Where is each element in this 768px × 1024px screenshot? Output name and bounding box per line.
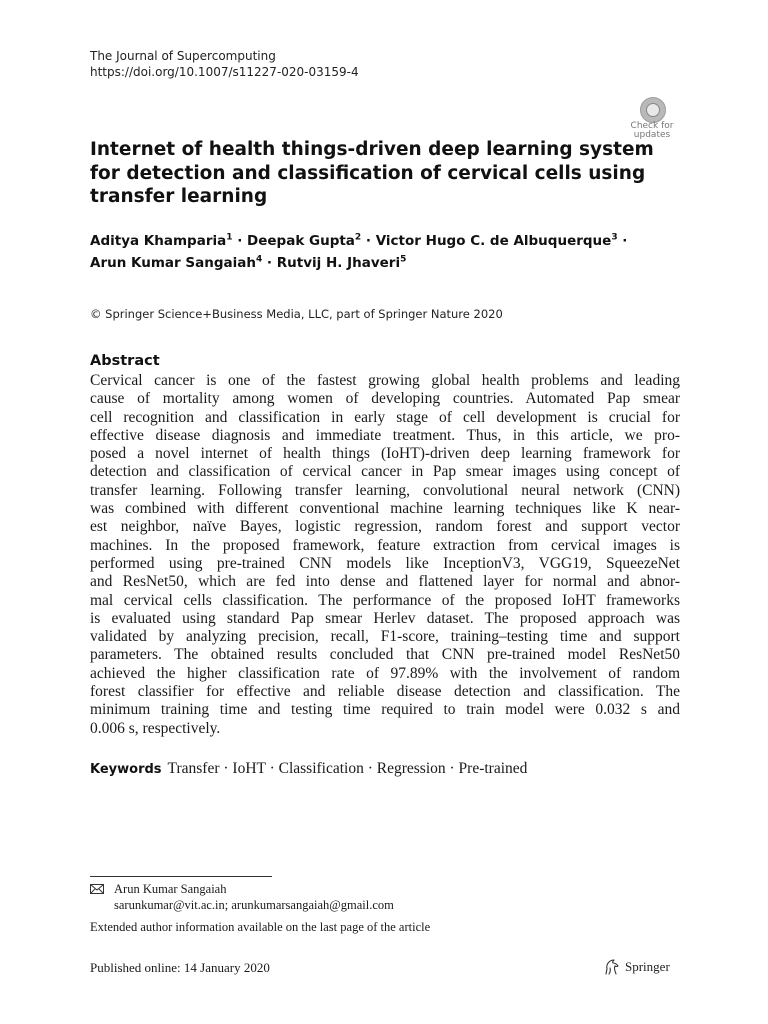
title-line: transfer learning [90,186,268,207]
author-affiliation: 4 [255,254,263,265]
author-separator: · [232,233,248,249]
abstract-line: cause of mortality among women of developing countries. Automated Pap smear [90,390,680,408]
badge-line-2: updates [633,130,671,140]
abstract-line: Cervical cancer is one of the fastest growing global health problems and leading [90,372,680,389]
corresponding-author-email[interactable]: sarunkumar@vit.ac.in; arunkumarsangaiah@gmail.com [114,898,394,912]
abstract-line: detection and classification of cervical cancer in Pap smear images using concept of [90,463,680,481]
author-name[interactable]: Aditya Khamparia [90,233,227,249]
abstract-line: 0.006 s, respectively. [90,719,221,737]
abstract-line: posed a novel internet of health things (IoHT)-driven deep learning framework for [90,445,680,463]
doi-link[interactable]: https://doi.org/10.1007/s11227-020-03159-4 [90,65,359,79]
abstract-line: performed using pre-trained CNN models like InceptionV3, VGG19, SqueezeNet [90,554,680,572]
title-line: Internet of health things-driven deep learning system [90,139,654,160]
author-affiliation: 1 [226,232,233,243]
abstract-line: validated by analyzing precision, recall, F1-score, training–testing time and support [90,628,680,646]
abstract-line: parameters. The obtained results concluded that CNN pre-trained model ResNet50 [90,646,680,664]
journal-name: The Journal of Supercomputing [90,49,276,63]
abstract-line: machines. In the proposed framework, feature extraction from cervical images is [90,536,680,554]
extended-author-info: Extended author information available on the last page of the article [90,920,431,934]
author-separator: · [361,233,376,249]
springer-logo [603,957,689,977]
abstract-line: was combined with different conventional machine learning techniques like K near- [90,500,680,518]
check-for-updates-badge[interactable] [626,97,678,143]
author-name[interactable]: Deepak Gupta [247,233,355,249]
abstract-line: is evaluated using standard Pap smear Herlev dataset. The proposed approach was [90,609,680,627]
abstract-line: mal cervical cells classification. The performance of the proposed IoHT frameworks [90,591,680,609]
author-line [90,252,690,274]
published-date: Published online: 14 January 2020 [90,960,270,975]
corresponding-author-name: Arun Kumar Sangaiah [114,882,227,896]
abstract-line: est neighbor, naïve Bayes, logistic regression, random forest and support vector [90,518,680,536]
abstract-heading: Abstract [90,353,160,369]
author-name[interactable]: Rutvij H. Jhaveri [276,255,401,271]
paper-title [90,138,654,209]
author-name[interactable]: Arun Kumar Sangaiah [90,255,256,271]
abstract-line: effective disease diagnosis and immediate treatment. Thus, in this article, we pro- [90,426,680,444]
author-name[interactable]: Victor Hugo C. de Albuquerque [375,233,612,249]
abstract-line: transfer learning. Following transfer learning, convolutional neural network (CNN) [90,481,680,499]
title-line: for detection and classification of cervical cells using [90,162,646,184]
envelope-icon [90,884,104,894]
abstract-line: achieved the higher classification rate of 97.89% with the involvement of random [90,664,680,682]
author-affiliation: 5 [400,254,407,265]
author-separator: · [617,233,628,249]
abstract-line: cell recognition and classification in early stage of cell development is crucial for [90,408,680,426]
springer-horse-icon [603,958,621,976]
footnote-divider [90,876,272,877]
copyright-notice: © Springer Science+Business Media, LLC, part of Springer Nature 2020 [90,307,503,321]
author-line [90,230,690,252]
keywords-label: Keywords [90,762,162,777]
abstract-line: forest classifier for effective and reliable disease detection and classification. The [90,683,680,701]
badge-line-1: Check for [630,121,674,131]
author-affiliation: 2 [354,232,362,243]
publisher-name: Springer [625,959,670,974]
abstract-line: minimum training time and testing time required to train model were 0.032 s and [90,701,680,719]
keywords [90,759,527,780]
abstract-line: and ResNet50, which are fed into dense and flattened layer for normal and abnor- [90,573,680,591]
author-separator: · [262,255,277,271]
check-for-updates-icon [640,97,666,123]
keywords-list: Transfer · IoHT · Classification · Regression · Pre-trained [167,760,528,777]
author-affiliation: 3 [611,232,618,243]
author-list [90,230,690,274]
abstract-body [90,372,680,738]
